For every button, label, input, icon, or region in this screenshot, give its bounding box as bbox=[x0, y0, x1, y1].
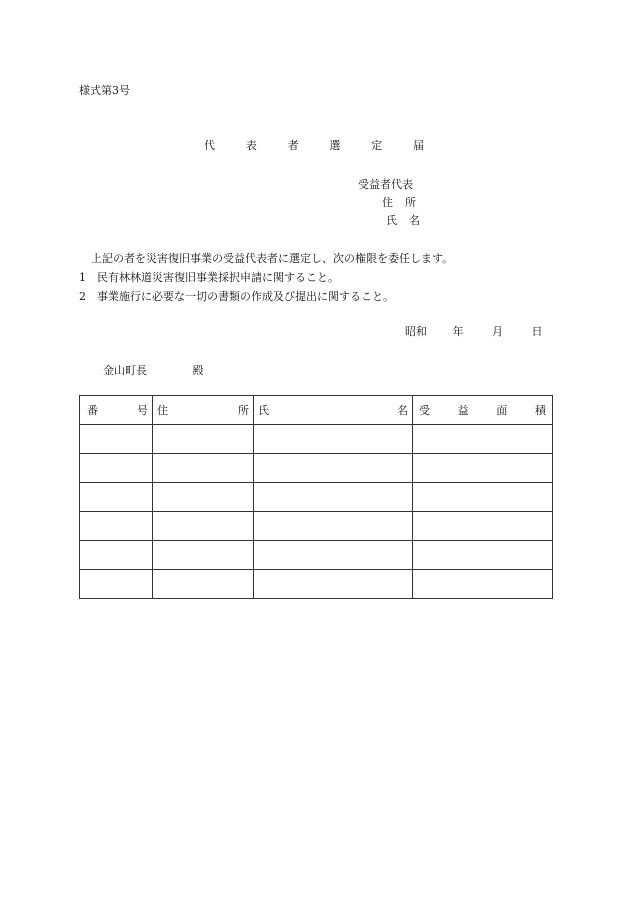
table-cell[interactable] bbox=[254, 483, 413, 512]
table-cell[interactable] bbox=[413, 483, 553, 512]
header-number: 番 号 bbox=[80, 396, 153, 425]
table-cell[interactable] bbox=[80, 570, 153, 599]
table-cell[interactable] bbox=[80, 512, 153, 541]
table-cell[interactable] bbox=[153, 425, 254, 454]
table-row bbox=[80, 570, 553, 599]
table-cell[interactable] bbox=[254, 454, 413, 483]
body-text bbox=[79, 249, 453, 306]
intro-sentence: 上記の者を災害復旧事業の受益代表者に選定し、次の権限を委任します。 bbox=[91, 252, 454, 265]
date-line bbox=[405, 323, 543, 339]
addressee bbox=[103, 362, 204, 378]
addressee-honorific: 殿 bbox=[192, 364, 204, 377]
document-title bbox=[204, 137, 424, 153]
date-year: 年 bbox=[452, 325, 464, 338]
applicant-name-label: 氏 名 bbox=[386, 214, 420, 227]
header-address: 住 所 bbox=[153, 396, 254, 425]
date-month: 月 bbox=[492, 325, 503, 338]
date-day: 日 bbox=[531, 325, 543, 338]
table-cell[interactable] bbox=[254, 512, 413, 541]
delegation-item-2: 2 事業施行に必要な一切の書類の作成及び提出に関すること。 bbox=[79, 290, 394, 303]
table-row bbox=[80, 425, 553, 454]
table-cell[interactable] bbox=[254, 570, 413, 599]
table-cell[interactable] bbox=[80, 425, 153, 454]
table-cell[interactable] bbox=[80, 541, 153, 570]
table-cell[interactable] bbox=[413, 570, 553, 599]
date-era: 昭和 bbox=[405, 325, 427, 338]
table-row bbox=[80, 454, 553, 483]
table-cell[interactable] bbox=[254, 425, 413, 454]
header-benefit-area: 受 益 面 積 bbox=[413, 396, 553, 425]
table-cell[interactable] bbox=[413, 541, 553, 570]
table-body bbox=[80, 425, 553, 599]
delegation-item-1: 1 民有林林道災害復旧事業採択申請に関すること。 bbox=[79, 271, 339, 284]
table-header-row bbox=[80, 396, 553, 425]
table-cell[interactable] bbox=[153, 512, 254, 541]
table-cell[interactable] bbox=[153, 454, 254, 483]
table-cell[interactable] bbox=[80, 454, 153, 483]
applicant-block bbox=[358, 176, 420, 230]
applicant-address-label: 住 所 bbox=[382, 196, 416, 209]
addressee-name: 金山町長 bbox=[103, 364, 147, 377]
table-row bbox=[80, 483, 553, 512]
applicant-heading: 受益者代表 bbox=[358, 178, 413, 191]
title-char: 者 bbox=[287, 139, 299, 152]
table-cell[interactable] bbox=[413, 512, 553, 541]
table-row bbox=[80, 541, 553, 570]
table-cell[interactable] bbox=[153, 570, 254, 599]
title-char: 表 bbox=[245, 139, 257, 152]
beneficiary-table bbox=[79, 395, 553, 599]
table-cell[interactable] bbox=[80, 483, 153, 512]
title-char: 届 bbox=[412, 139, 424, 152]
form-number: 様式第3号 bbox=[79, 84, 130, 97]
table-cell[interactable] bbox=[413, 454, 553, 483]
title-char: 選 bbox=[329, 139, 341, 152]
table-row bbox=[80, 512, 553, 541]
table-cell[interactable] bbox=[254, 541, 413, 570]
table-cell[interactable] bbox=[153, 483, 254, 512]
table-cell[interactable] bbox=[413, 425, 553, 454]
header-name: 氏 名 bbox=[254, 396, 413, 425]
table-cell[interactable] bbox=[153, 541, 254, 570]
title-char: 定 bbox=[371, 139, 383, 152]
title-char: 代 bbox=[204, 139, 215, 152]
